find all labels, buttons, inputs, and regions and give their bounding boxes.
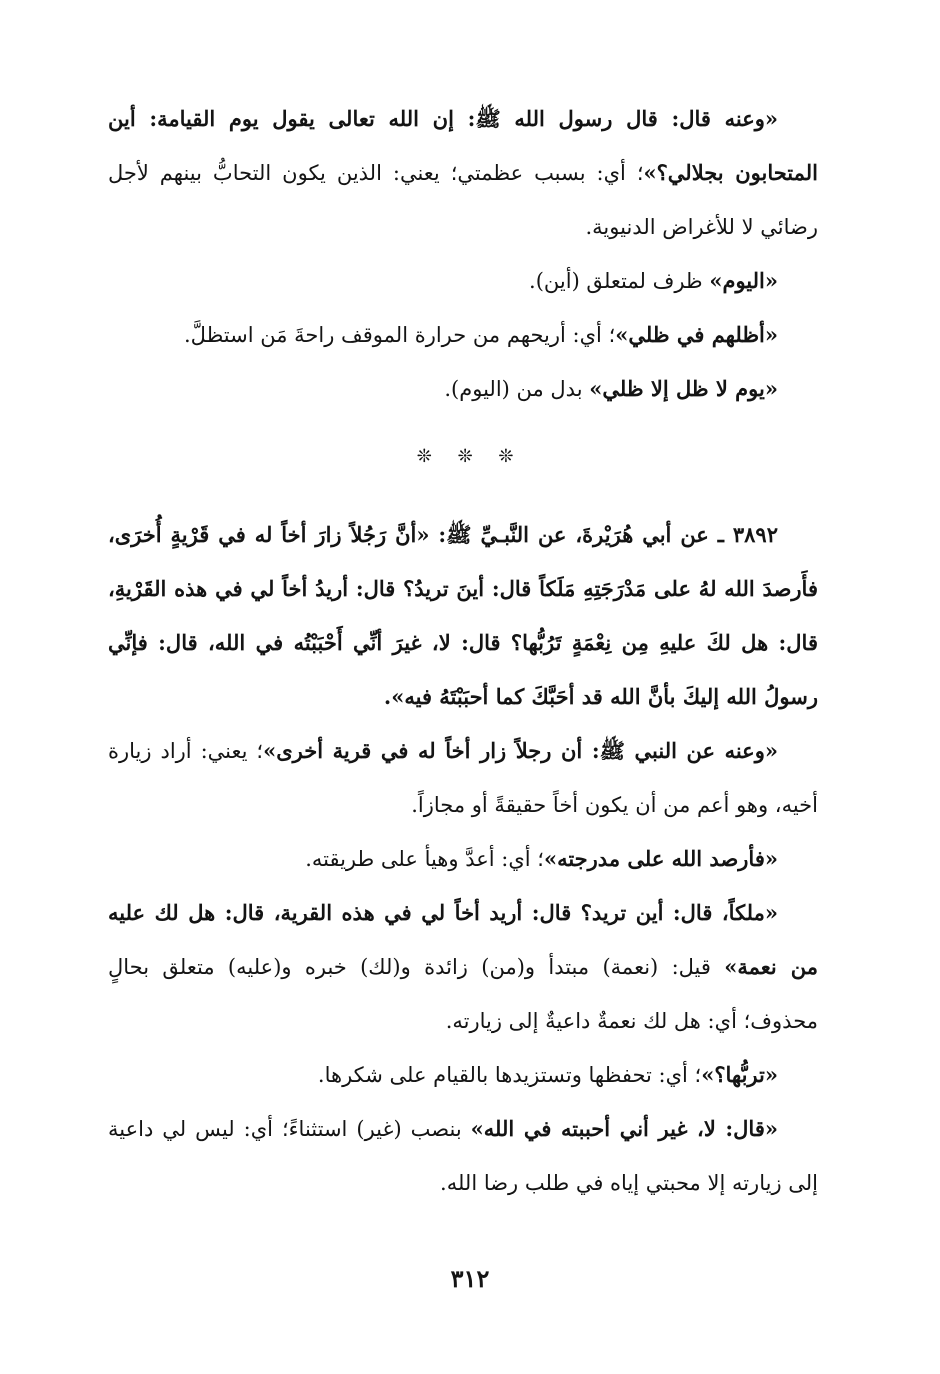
hadith-number: ٣٨٩٢ ـ (708, 522, 778, 547)
commentary-text: ؛ أي: أعدَّ وهيأ على طريقته. (305, 847, 544, 871)
commentary-text: قيل: (نعمة) مبتدأ و(من) زائدة و(لك) خبره و(عليه) متعلق بحالٍ محذوف؛ أي: هل لك نعمةٌ داعيةٌ إلى زيارته. (108, 955, 818, 1033)
commentary-text: ؛ أي: تحفظها وتستزيدها بالقيام على شكرها. (317, 1063, 702, 1087)
commentary-text: ؛ أي: بسبب عظمتي؛ يعني: الذين يكون التحابُّ بينهم لأجل رضائي لا للأغراض الدنيوية. (108, 161, 818, 239)
commentary-text: بنصب (غير) استثناءً؛ أي: ليس لي داعية إلى زيارته إلا محبتي إياه في طلب رضا الله. (108, 1117, 818, 1195)
quoted-hadith-text: «تربُّها؟» (701, 1062, 778, 1087)
commentary-paragraph (108, 1102, 818, 1210)
quoted-hadith-text: «اليوم» (709, 268, 778, 293)
quoted-hadith-text: «وعنه قال: قال رسول الله ﷺ: إن الله تعالى يقول يوم القيامة: أين المتحابون بجلالي؟» (108, 106, 818, 185)
commentary-text: ؛ أي: أريحهم من حرارة الموقف راحةَ مَن استظلَّ. (183, 323, 616, 347)
commentary-paragraph (108, 832, 818, 886)
commentary-paragraph (108, 254, 818, 308)
quoted-hadith-text: «ملكاً، قال: أين تريد؟ قال: أريد أخاً لي في هذه القرية، قال: هل لك عليه من نعمة» (108, 900, 818, 979)
quoted-hadith-text: «وعنه عن النبي ﷺ: أن رجلاً زار أخاً له في قرية أخرى» (263, 738, 778, 763)
commentary-text: ؛ يعني: أراد زيارة أخيه، وهو أعم من أن يكون أخاً حقيقةً أو مجازاً. (108, 739, 818, 817)
commentary-paragraph (108, 92, 818, 254)
section-separator: ❊ ❊ ❊ (416, 446, 524, 467)
commentary-paragraph (108, 724, 818, 832)
commentary-text: ظرف لمتعلق (أين). (529, 269, 710, 293)
quoted-hadith-text: «يوم لا ظل إلا ظلي» (589, 376, 778, 401)
quoted-hadith-text: «قال: لا، غير أني أحببته في الله» (470, 1116, 778, 1141)
quoted-hadith-text: «أظلهم في ظلي» (615, 322, 778, 347)
commentary-paragraph (108, 308, 818, 362)
commentary-section-1 (108, 92, 818, 416)
quoted-hadith-text: «فأرصد الله على مدرجته» (543, 846, 778, 871)
hadith-paragraph (108, 508, 818, 724)
page-number: ٣١٢ (450, 1264, 490, 1293)
commentary-section-2 (108, 508, 818, 1210)
commentary-paragraph (108, 362, 818, 416)
commentary-text: بدل من (اليوم). (444, 377, 590, 401)
commentary-paragraph (108, 886, 818, 1048)
hadith-text: عن أبي هُرَيْرةَ، عن النَّبـيِّ ﷺ: «أنَّ رَجُلاً زارَ أخاً له في قَرْيةٍ أُخرَى، فأَرصدَ الله لهُ على مَدْرَجَتِهِ مَلَكاً قال: أينَ تريدُ؟ قال: أريدُ أخاً لي في هذه القَرْيةِ، قال: هل لكَ عليهِ مِن نِعْمَةٍ تَرُبُّها؟ قال: لا، غيرَ أنِّي أَحْبَبْتُه في الله، قال: فإنِّي رسولُ الله إليكَ بأنَّ الله قد أحَبَّكَ كما أحبَبْتَهُ فيه». (108, 522, 818, 709)
commentary-paragraph (108, 1048, 818, 1102)
